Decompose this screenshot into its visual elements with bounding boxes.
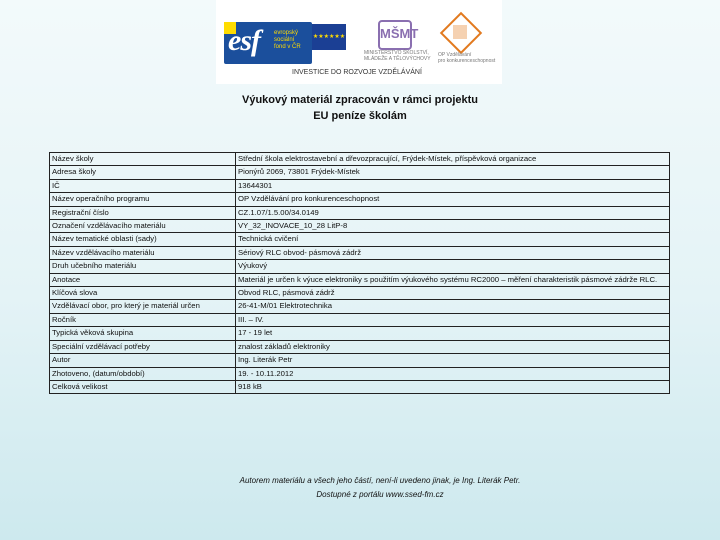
- table-row: [50, 354, 670, 367]
- row-value: 26-41-M/01 Elektrotechnika: [236, 300, 670, 313]
- table-row: [50, 206, 670, 219]
- row-label: Typická věková skupina: [50, 327, 236, 340]
- op-inner-square: [453, 25, 467, 39]
- info-table: [49, 152, 670, 394]
- esf-logo-text: evropský sociální fond v ČR: [274, 30, 301, 50]
- footer-portal-note: Dostupné z portálu www.ssed-fm.cz: [316, 490, 444, 499]
- row-label: Celková velikost: [50, 380, 236, 393]
- table-row: [50, 380, 670, 393]
- row-value: III. – IV.: [236, 313, 670, 326]
- row-value: Střední škola elektrostavební a dřevozpracující, Frýdek-Místek, příspěvková organizace: [236, 153, 670, 166]
- op-vk-logo: [438, 18, 496, 64]
- logo-banner-caption: INVESTICE DO ROZVOJE VZDĚLÁVÁNÍ: [292, 69, 422, 76]
- row-label: Název tematické oblasti (sady): [50, 233, 236, 246]
- title-line-2: EU peníze školám: [313, 110, 407, 122]
- row-label: Název vzdělávacího materiálu: [50, 246, 236, 259]
- row-label: IČ: [50, 179, 236, 192]
- row-label: Anotace: [50, 273, 236, 286]
- msmt-logo: [364, 20, 431, 62]
- row-label: Speciální vzdělávací potřeby: [50, 340, 236, 353]
- row-value: Pionýrů 2069, 73801 Frýdek-Místek: [236, 166, 670, 179]
- esf-logo-mark: esf: [228, 24, 260, 57]
- table-row: [50, 166, 670, 179]
- row-value: Materiál je určen k výuce elektroniky s použitím výukového systému RC2000 – měření charakteristik pásmové zádrže RLC.: [236, 273, 670, 286]
- row-label: Vzdělávací obor, pro který je materiál určen: [50, 300, 236, 313]
- table-row: [50, 153, 670, 166]
- row-value: 13644301: [236, 179, 670, 192]
- row-value: OP Vzdělávání pro konkurenceschopnost: [236, 193, 670, 206]
- table-row: [50, 300, 670, 313]
- row-value: 19. - 10.11.2012: [236, 367, 670, 380]
- table-row: [50, 340, 670, 353]
- row-value: CZ.1.07/1.5.00/34.0149: [236, 206, 670, 219]
- table-row: [50, 367, 670, 380]
- row-label: Název školy: [50, 153, 236, 166]
- row-value: Technická cvičení: [236, 233, 670, 246]
- row-value: Ing. Literák Petr: [236, 354, 670, 367]
- row-label: Ročník: [50, 313, 236, 326]
- row-value: Sériový RLC obvod- pásmová zádrž: [236, 246, 670, 259]
- row-value: VY_32_INOVACE_10_28 LitP-8: [236, 220, 670, 233]
- table-row: [50, 233, 670, 246]
- table-row: [50, 246, 670, 259]
- eu-flag-logo: [312, 24, 346, 50]
- esf-logo: [224, 22, 312, 64]
- table-row: [50, 287, 670, 300]
- table-row: [50, 273, 670, 286]
- row-label: Adresa školy: [50, 166, 236, 179]
- page-title: [0, 92, 720, 124]
- title-line-1: Výukový materiál zpracován v rámci projektu: [242, 94, 478, 106]
- row-value: znalost základů elektroniky: [236, 340, 670, 353]
- msmt-logo-text: MINISTERSTVO ŠKOLSTVÍ, MLÁDEŽE A TĚLOVÝCHOVY: [364, 50, 431, 62]
- footer-author-note: Autorem materiálu a všech jeho částí, není-li uvedeno jinak, je Ing. Literák Petr.: [239, 476, 521, 485]
- row-value: Obvod RLC, pásmová zádrž: [236, 287, 670, 300]
- logo-banner: [216, 0, 502, 84]
- footer: [0, 474, 720, 502]
- row-label: Klíčová slova: [50, 287, 236, 300]
- table-row: [50, 220, 670, 233]
- row-label: Zhotoveno, (datum/období): [50, 367, 236, 380]
- row-label: Druh učebního materiálu: [50, 260, 236, 273]
- row-value: 918 kB: [236, 380, 670, 393]
- msmt-logo-mark: MŠMT: [378, 20, 412, 50]
- row-value: 17 - 19 let: [236, 327, 670, 340]
- eu-stars-icon: ★★★★★★: [312, 34, 346, 40]
- table-row: [50, 179, 670, 192]
- table-row: [50, 313, 670, 326]
- op-logo-text: OP Vzdělávání pro konkurenceschopnost: [438, 52, 496, 64]
- row-label: Název operačního programu: [50, 193, 236, 206]
- row-label: Autor: [50, 354, 236, 367]
- table-row: [50, 327, 670, 340]
- row-value: Výukový: [236, 260, 670, 273]
- table-row: [50, 193, 670, 206]
- row-label: Registrační číslo: [50, 206, 236, 219]
- table-row: [50, 260, 670, 273]
- row-label: Označení vzdělávacího materiálu: [50, 220, 236, 233]
